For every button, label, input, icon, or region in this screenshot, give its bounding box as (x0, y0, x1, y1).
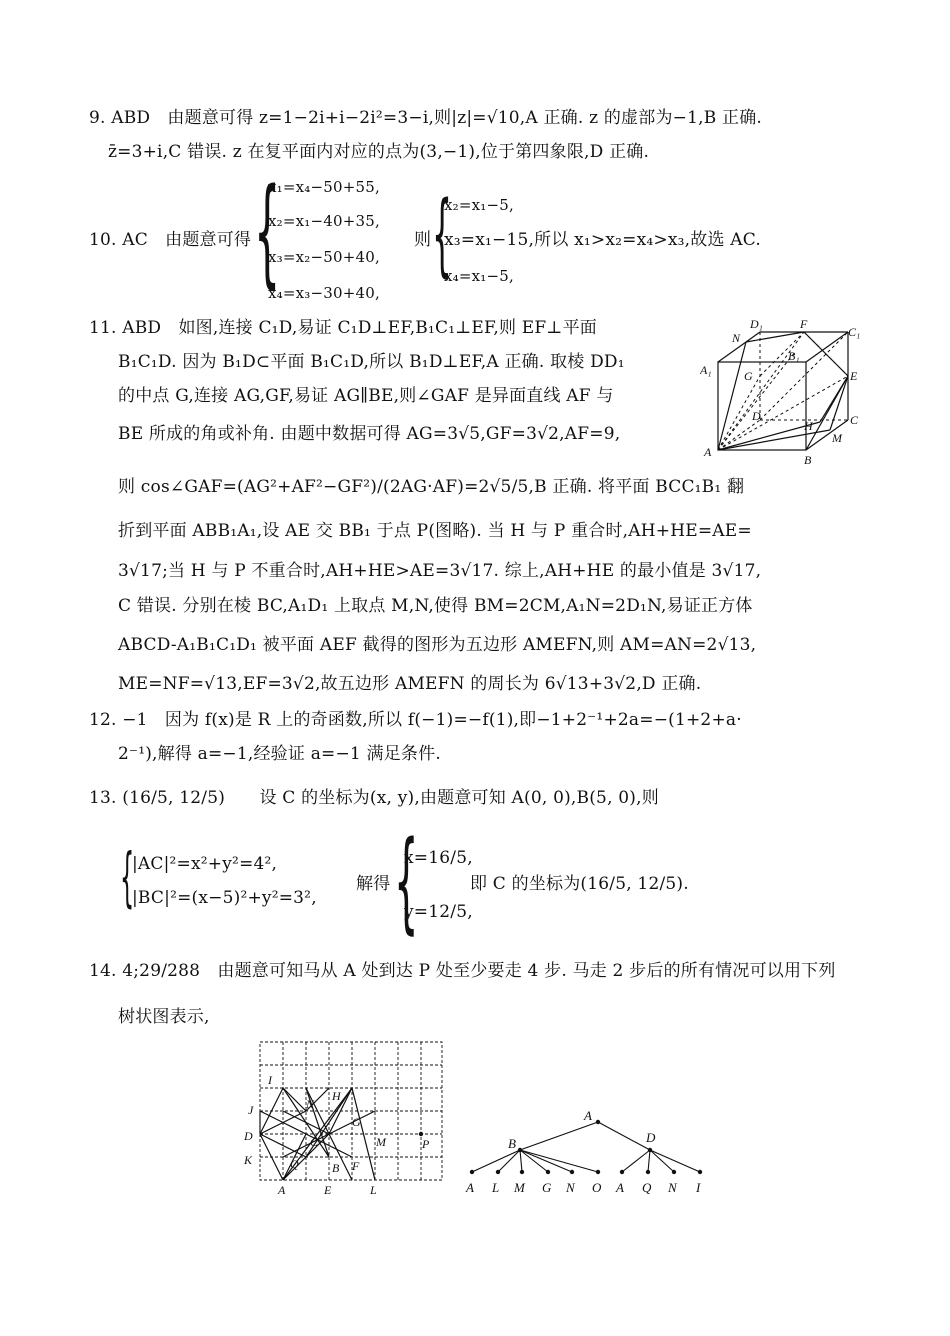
cube-label-C1: C₁ (848, 325, 861, 339)
q13-eq3: x=16/5, (404, 848, 473, 868)
board-figure (240, 1036, 450, 1200)
q10-eq5: x₂=x₁−5, (444, 196, 514, 214)
board-label-I: I (268, 1073, 272, 1087)
q11-line9: ABCD-A₁B₁C₁D₁ 被平面 AEF 截得的图形为五边形 AMEFN,则 AM=AN=2√13, (118, 635, 757, 655)
board-label-M: M (376, 1135, 386, 1149)
cube-label-H: H (804, 419, 813, 433)
tree-leaf-7: A (616, 1180, 624, 1195)
q13-eq4: y=12/5, (404, 902, 473, 922)
cube-label-D1: D₁ (750, 317, 763, 331)
tree-node-d: D (646, 1130, 656, 1145)
board-label-A: A (278, 1183, 286, 1197)
tree-leaf-9: N (668, 1180, 677, 1195)
q11-line3: 的中点 G,连接 AG,GF,易证 AG∥BE,则∠GAF 是异面直线 AF 与 (118, 386, 614, 406)
q11-line2: B₁C₁D. 因为 B₁D⊂平面 B₁C₁D,所以 B₁D⊥EF,A 正确. 取棱 DD₁ (118, 352, 625, 372)
q11-line10: ME=NF=√13,EF=3√2,故五边形 AMEFN 的周长为 6√13+3√2,D 正确. (118, 674, 702, 694)
q14-line2: 树状图表示, (118, 1007, 210, 1027)
cube-label-B1: B₁ (788, 349, 800, 363)
board-label-H: H (332, 1089, 341, 1103)
cube-label-E: E (850, 369, 858, 383)
q10-brace-1: { (254, 162, 281, 300)
q9-line2: z̄=3+i,C 错误. z 在复平面内对应的点为(3,−1),位于第四象限,D 正确. (108, 142, 650, 162)
tree-leaf-3: M (514, 1180, 525, 1195)
board-label-N: N (306, 1097, 315, 1111)
q10-eq2: x₂=x₁−40+35, (268, 212, 380, 230)
q12-line2: 2⁻¹),解得 a=−1,经验证 a=−1 满足条件. (118, 744, 441, 764)
tree-leaf-4: G (542, 1180, 552, 1195)
cube-label-D: D (752, 409, 761, 423)
cube-label-N: N (732, 331, 741, 345)
cube-label-G: G (744, 369, 753, 383)
q10-brace-2: { (432, 182, 453, 287)
q11-line4: BE 所成的角或补角. 由题中数据可得 AG=3√5,GF=3√2,AF=9, (118, 424, 621, 444)
board-label-L: L (370, 1183, 377, 1197)
tree-figure (460, 1106, 720, 1198)
board-point-p (419, 1132, 423, 1136)
q10-lead: 10. AC 由题意可得 (89, 230, 252, 250)
q9-line1: 9. ABD 由题意可得 z=1−2i+i−2i²=3−i,则|z|=√10,A 正确. z 的虚部为−1,B 正确. (89, 108, 763, 128)
board-label-J: J (248, 1103, 254, 1117)
board-label-Q: Q (290, 1157, 299, 1171)
board-label-E: E (324, 1183, 332, 1197)
board-label-G: G (352, 1115, 361, 1129)
board-label-K: K (244, 1153, 253, 1167)
board-label-B: B (332, 1161, 340, 1175)
q13-solve: 解得 (356, 874, 391, 894)
q11-line5: 则 cos∠GAF=(AG²+AF²−GF²)/(2AG·AF)=2√5/5,B 正确. 将平面 BCC₁B₁ 翻 (118, 477, 745, 497)
board-label-C: C (310, 1135, 319, 1149)
cube-label-B: B (804, 453, 812, 467)
board-label-P: P (422, 1137, 430, 1151)
cube-label-A1: A₁ (700, 363, 712, 377)
q10-eq1: x₁=x₄−50+55, (268, 178, 380, 196)
board-label-D: D (244, 1129, 253, 1143)
q10-then: 则 (414, 230, 432, 250)
cube-label-F: F (800, 317, 808, 331)
q13-brace-1: { (120, 841, 135, 915)
q13-line1: 13. (16/5, 12/5) 设 C 的坐标为(x, y),由题意可知 A(0, 0),B(5, 0),则 (89, 788, 659, 808)
q13-tail: 即 C 的坐标为(16/5, 12/5). (470, 874, 689, 894)
tree-root-label: A (584, 1108, 592, 1123)
cube-figure (700, 312, 870, 472)
tree-leaf-8: Q (642, 1180, 652, 1195)
q10-eq3: x₃=x₂−50+40, (268, 248, 380, 266)
q10-eq4: x₄=x₃−30+40, (268, 284, 380, 302)
board-label-F: F (352, 1159, 360, 1173)
tree-leaf-2: L (492, 1180, 500, 1195)
cube-label-A: A (704, 445, 712, 459)
q13-brace-2: { (394, 817, 419, 945)
q11-line8: C 错误. 分别在棱 BC,A₁D₁ 上取点 M,N,使得 BM=2CM,A₁N=2D₁N,易证正方体 (118, 596, 753, 616)
q14-line1: 14. 4;29/288 由题意可知马从 A 处到达 P 处至少要走 4 步. 马走 2 步后的所有情况可以用下列 (89, 961, 836, 981)
cube-label-C: C (850, 413, 859, 427)
tree-leaf-6: O (592, 1180, 602, 1195)
q13-eq1: |AC|²=x²+y²=4², (132, 854, 278, 874)
tree-leaf-1: A (466, 1180, 474, 1195)
q10-eq7: x₄=x₁−5, (444, 267, 514, 285)
tree-node-b: B (508, 1136, 516, 1151)
q12-line1: 12. −1 因为 f(x)是 R 上的奇函数,所以 f(−1)=−f(1),即−1+2⁻¹+2a=−(1+2+a· (89, 710, 742, 730)
tree-leaf-10: I (696, 1180, 701, 1195)
tree-leaf-5: N (566, 1180, 575, 1195)
cube-label-M: M (832, 431, 842, 445)
q10-eq6: x₃=x₁−15,所以 x₁>x₂=x₄>x₃,故选 AC. (444, 230, 761, 250)
q11-line7: 3√17;当 H 与 P 不重合时,AH+HE>AE=3√17. 综上,AH+HE 的最小值是 3√17, (118, 561, 762, 581)
q11-line6: 折到平面 ABB₁A₁,设 AE 交 BB₁ 于点 P(图略). 当 H 与 P 重合时,AH+HE=AE= (118, 521, 752, 541)
q11-line1: 11. ABD 如图,连接 C₁D,易证 C₁D⊥EF,B₁C₁⊥EF,则 EF⊥平面 (89, 318, 597, 338)
q13-eq2: |BC|²=(x−5)²+y²=3², (132, 888, 317, 908)
